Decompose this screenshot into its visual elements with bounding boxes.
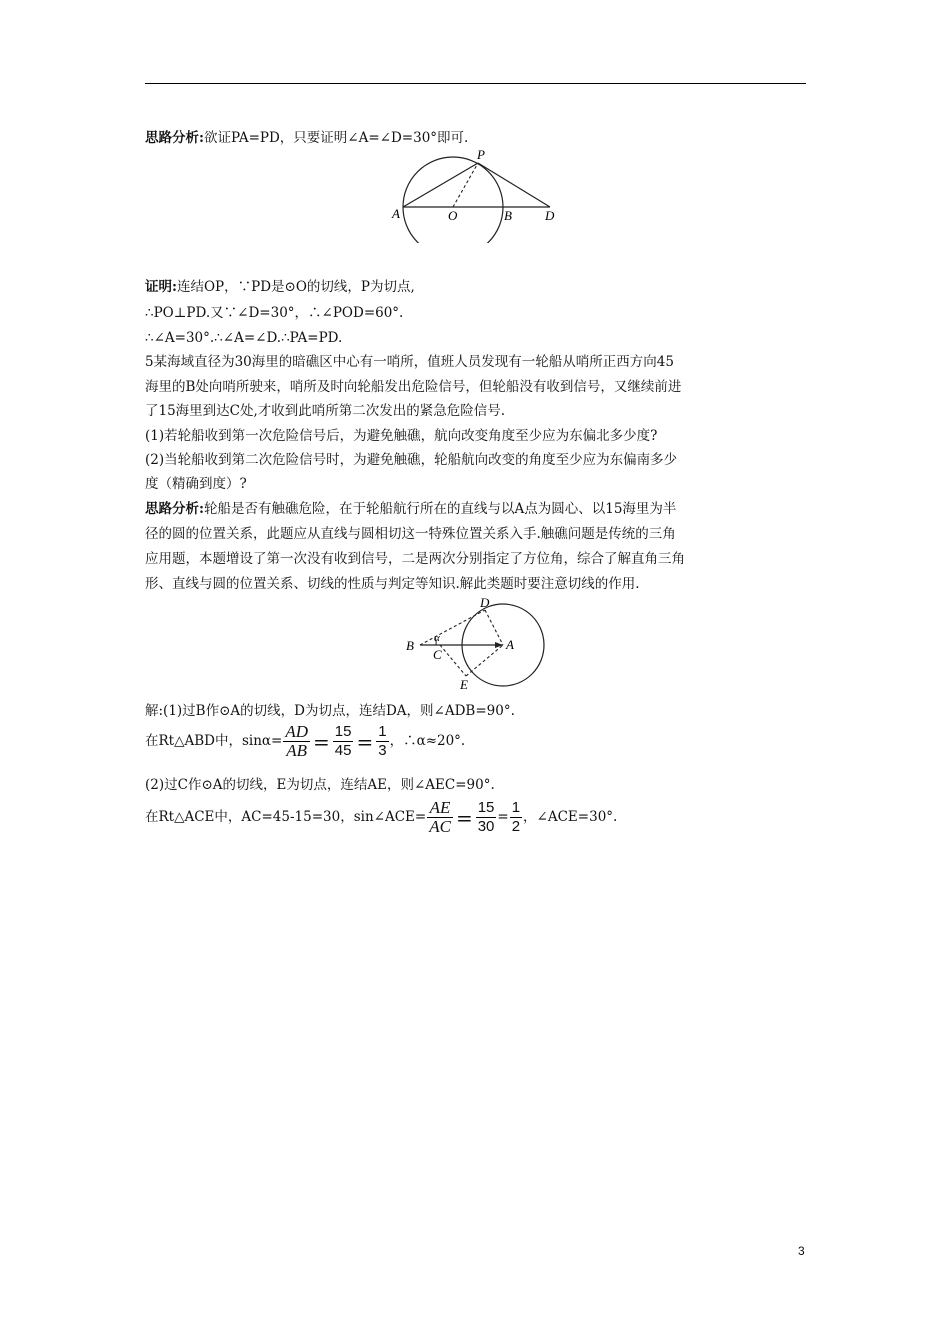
question-5-sub-2a: (2)当轮船收到第二次危险信号时，为避免触礁，轮船航向改变的角度至少应为东偏南多少 xyxy=(145,452,678,468)
question-5-line-3: 了15海里到达C处,才收到此哨所第二次发出的紧急危险信号. xyxy=(145,403,506,419)
proof-line-3: ∴∠A=30°.∴∠A=∠D.∴PA=PD. xyxy=(145,330,343,346)
circle-o xyxy=(403,157,503,243)
figure-circle-tangent-pd xyxy=(380,143,570,243)
proof-line-2: ∴PO⊥PD.又∵∠D=30°，∴∠POD=60°. xyxy=(145,305,404,321)
solution-line-3: (2)过C作⊙A的切线，E为切点，连结AE，则∠AEC=90°. xyxy=(145,777,495,793)
proof-label: 证明: xyxy=(145,279,177,295)
question-5-sub-1: (1)若轮船收到第一次危险信号后，为避免触礁，航向改变角度至少应为东偏北多少度? xyxy=(145,428,658,444)
analysis-text: 欲证PA=PD，只要证明∠A=∠D=30°即可. xyxy=(203,130,469,146)
question-5-line-2: 海里的B处向哨所驶来，哨所及时向轮船发出危险信号，但轮船没有收到信号，又继续前进 xyxy=(145,379,682,395)
label-b: B xyxy=(504,208,512,223)
analysis-label: 思路分析: xyxy=(145,130,204,146)
analysis-paragraph-2-line-2: 径的圆的位置关系，此题应从直线与圆相切这一特殊位置关系入手.触礁问题是传统的三角 xyxy=(145,526,676,542)
label-d: D xyxy=(545,208,555,223)
figure-ship-tangents xyxy=(398,593,558,693)
header-rule xyxy=(145,83,806,84)
radius-ea-dashed xyxy=(466,645,503,676)
label-e: E xyxy=(460,677,468,692)
page-number: 3 xyxy=(798,1244,805,1258)
fraction-1-3: $\frac{1}{3}$ xyxy=(378,723,387,759)
line-op-dashed xyxy=(453,163,478,207)
proof-line-1: 证明:连结OP，∵PD是⊙O的切线，P为切点, xyxy=(145,279,415,295)
fraction-15-45: $\frac{15}{45}$ xyxy=(334,723,352,759)
fraction-ae-ac: $\frac{AE}{AC}$ xyxy=(429,798,451,836)
label-o: O xyxy=(448,208,458,223)
radius-da-dashed xyxy=(485,610,503,645)
line-ap xyxy=(403,163,478,207)
fraction-15-30: $\frac{15}{30}$ xyxy=(477,799,495,835)
analysis-paragraph-2-line-3: 应用题，本题增设了第一次没有收到信号，二是两次分别指定了方位角，综合了解直角三角 xyxy=(145,551,685,567)
line-pd xyxy=(478,163,550,207)
label-c: C xyxy=(433,647,442,662)
fraction-1-2: $\frac{1}{2}$ xyxy=(511,799,521,835)
arrow-to-a xyxy=(495,642,503,648)
question-5-line-1: 5某海域直径为30海里的暗礁区中心有一哨所，值班人员发现有一轮船从哨所正西方向45 xyxy=(145,354,674,370)
analysis-paragraph-2-line-1: 思路分析:轮船是否有触礁危险，在于轮船航行所在的直线与以A点为圆心、以15海里为半 xyxy=(145,501,677,517)
solution-line-1: 解:(1)过B作⊙A的切线，D为切点，连结DA，则∠ADB=90°. xyxy=(145,703,515,719)
tangent-bd-dashed xyxy=(420,610,485,645)
question-5-sub-2b: 度（精确到度）? xyxy=(145,476,247,492)
analysis-label-2: 思路分析: xyxy=(145,501,204,517)
label-alpha: α xyxy=(434,632,440,644)
label-b: B xyxy=(406,638,414,653)
fraction-ad-ab: $\frac{AD}{AB}$ xyxy=(285,722,309,760)
analysis-paragraph-2-line-4: 形、直线与圆的位置关系、切线的性质与判定等知识.解此类题时要注意切线的作用. xyxy=(145,576,640,592)
label-p: P xyxy=(477,147,485,162)
label-d: D xyxy=(480,595,490,610)
label-a: A xyxy=(506,637,514,652)
solution-line-2: 在Rt△ABD中，sinα= $\frac{AD}{AB}$ = $\frac{15}{45}$ = $\frac{1}{3}$ ，∴α≈20°. xyxy=(145,722,466,760)
label-a: A xyxy=(392,206,400,221)
solution-line-4: 在Rt△ACE中，AC=45-15=30，sin∠ACE= $\frac{AE}{AC}$ = $\frac{15}{30}$ = $\frac{1}{2}$ ，∠ACE=30°. xyxy=(145,798,618,836)
